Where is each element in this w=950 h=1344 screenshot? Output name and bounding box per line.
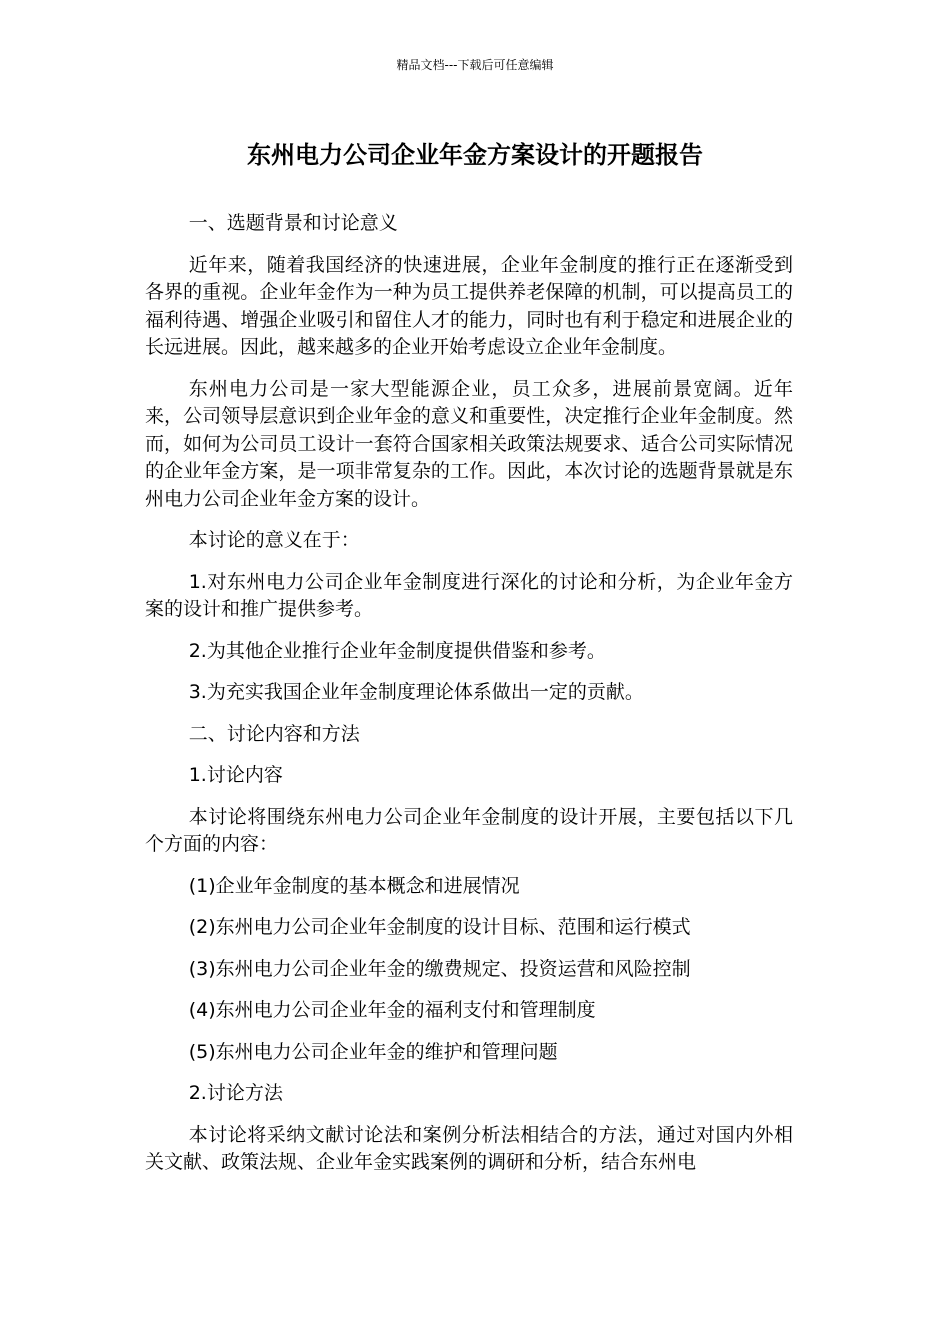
subsection-heading: 1.讨论内容 — [188, 764, 283, 786]
list-item: (5)东州电力公司企业年金的维护和管理问题 — [188, 1040, 558, 1063]
paragraph: 本讨论将围绕东州电力公司企业年金制度的设计开展，主要包括以下几个方面的内容： — [145, 805, 793, 855]
paragraph: 本讨论将采纳文献讨论法和案例分析法相结合的方法，通过对国内外相关文献、政策法规、企业年金实践案例的调研和分析，结合东州电 — [145, 1123, 793, 1173]
list-item: 1.对东州电力公司企业年金制度进行深化的讨论和分析，为企业年金方案的设计和推广提供参考。 — [145, 570, 793, 620]
paragraph: 东州电力公司是一家大型能源企业，员工众多，进展前景宽阔。近年来，公司领导层意识到企业年金的意义和重要性，决定推行企业年金制度。然而，如何为公司员工设计一套符合国家相关政策法规要求、适合公司实际情况的企业年金方案，是一项非常复杂的工作。因此，本次讨论的选题背景就是东州电力公司企业年金方案的设计。 — [145, 377, 793, 510]
subsection-heading: 2.讨论方法 — [188, 1082, 283, 1104]
paragraph: 近年来，随着我国经济的快速进展，企业年金制度的推行正在逐渐受到各界的重视。企业年金作为一种为员工提供养老保障的机制，可以提高员工的福利待遇、增强企业吸引和留住人才的能力，同时也有利于稳定和进展企业的长远进展。因此，越来越多的企业开始考虑设立企业年金制度。 — [145, 253, 793, 358]
list-item: 2.为其他企业推行企业年金制度提供借鉴和参考。 — [188, 639, 606, 662]
list-item: 3.为充实我国企业年金制度理论体系做出一定的贡献。 — [188, 681, 644, 703]
page-header-note: 精品文档---下载后可任意编辑 — [396, 58, 554, 72]
list-item: (1)企业年金制度的基本概念和进展情况 — [188, 874, 520, 897]
list-item: (3)东州电力公司企业年金的缴费规定、投资运营和风险控制 — [188, 957, 691, 980]
document-title: 东州电力公司企业年金方案设计的开题报告 — [247, 141, 703, 169]
paragraph: 本讨论的意义在于： — [188, 529, 360, 551]
section-heading: 一、选题背景和讨论意义 — [188, 212, 398, 234]
document-body — [145, 210, 793, 1191]
list-item: (4)东州电力公司企业年金的福利支付和管理制度 — [188, 999, 596, 1021]
list-item: (2)东州电力公司企业年金制度的设计目标、范围和运行模式 — [188, 916, 691, 938]
section-heading: 二、讨论内容和方法 — [188, 722, 360, 745]
